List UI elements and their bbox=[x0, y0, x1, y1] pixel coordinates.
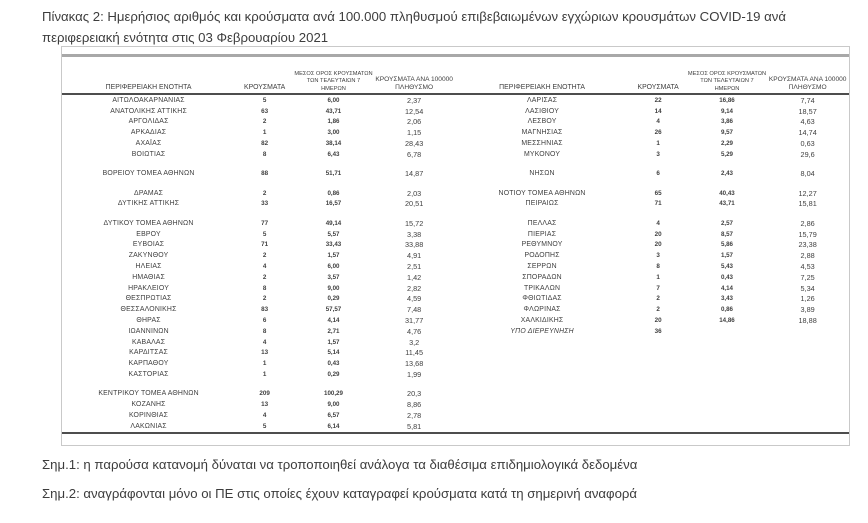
cell-per-100k: 29,6 bbox=[800, 149, 815, 159]
table-row bbox=[62, 272, 456, 283]
cell-7day-average: 0,86 bbox=[720, 306, 733, 314]
cell-cases: 2 bbox=[262, 118, 267, 126]
cell-region: ΘΕΣΠΡΩΤΙΑΣ bbox=[125, 295, 172, 303]
cell-region: ΝΟΤΙΟΥ ΤΟΜΕΑ ΑΘΗΝΩΝ bbox=[498, 189, 586, 197]
cell-per-100k: 4,76 bbox=[407, 326, 422, 336]
cell-per-100k: 31,77 bbox=[405, 316, 424, 326]
table-row bbox=[456, 326, 850, 337]
table-row bbox=[456, 304, 850, 315]
cell-cases: 14 bbox=[654, 107, 662, 115]
cell-cases: 36 bbox=[654, 327, 662, 335]
cell-region: ΔΥΤΙΚΗΣ ΑΤΤΙΚΗΣ bbox=[117, 200, 180, 208]
cell-cases: 20 bbox=[654, 230, 662, 238]
cell-cases: 2 bbox=[262, 273, 267, 281]
cell-cases: 2 bbox=[262, 252, 267, 260]
cell-per-100k: 18,57 bbox=[798, 106, 817, 116]
table-spacer-row bbox=[62, 179, 456, 188]
col-header-per100k-line2: ΠΛΗΘΥΣΜΟ bbox=[788, 84, 827, 92]
table-row bbox=[62, 218, 456, 229]
cell-per-100k: 28,43 bbox=[405, 139, 424, 149]
table-row bbox=[62, 250, 456, 261]
col-header-per100k bbox=[766, 76, 849, 93]
cell-per-100k: 1,99 bbox=[407, 370, 422, 379]
table-row bbox=[62, 127, 456, 138]
cell-cases: 8 bbox=[262, 150, 267, 158]
col-header-region: ΠΕΡΙΦΕΡΕΙΑΚΗ ΕΝΟΤΗΤΑ bbox=[105, 84, 192, 92]
cell-per-100k: 14,87 bbox=[405, 169, 424, 179]
table-row bbox=[456, 149, 850, 160]
cell-region: ΑΡΓΟΛΙΔΑΣ bbox=[128, 118, 169, 126]
cell-cases: 13 bbox=[261, 349, 269, 357]
cell-region: ΚΑΡΔΙΤΣΑΣ bbox=[129, 349, 169, 357]
cell-7day-average: 43,71 bbox=[719, 200, 735, 208]
cell-region: ΗΛΕΙΑΣ bbox=[135, 263, 162, 271]
table-row bbox=[62, 410, 456, 421]
cell-per-100k: 2,86 bbox=[800, 218, 815, 228]
cell-7day-average: 5,14 bbox=[327, 349, 340, 357]
cell-region: ΠΕΙΡΑΙΩΣ bbox=[525, 200, 559, 208]
cell-cases: 82 bbox=[261, 140, 269, 148]
cell-region: ΦΘΙΩΤΙΔΑΣ bbox=[522, 295, 562, 303]
cell-7day-average: 4,14 bbox=[720, 284, 733, 292]
bottom-rule bbox=[62, 432, 849, 434]
cell-per-100k: 20,3 bbox=[407, 389, 422, 399]
cell-7day-average: 3,86 bbox=[720, 118, 733, 126]
cell-cases: 71 bbox=[654, 200, 662, 208]
col-header-avg-line1: ΜΕΣΟΣ ΟΡΟΣ ΚΡΟΥΣΜΑΤΩΝ bbox=[294, 70, 373, 77]
footnote-2: Σημ.2: αναγράφονται μόνο οι ΠΕ στις οποίες έχουν καταγραφεί κρούσματα κατά τη σημερινή αναφορά bbox=[42, 486, 638, 501]
cell-cases: 1 bbox=[262, 360, 267, 368]
cell-region: ΚΕΝΤΡΙΚΟΥ ΤΟΜΕΑ ΑΘΗΝΩΝ bbox=[98, 390, 199, 398]
cell-region: ΗΜΑΘΙΑΣ bbox=[132, 273, 165, 281]
cell-7day-average: 8,57 bbox=[720, 230, 733, 238]
cell-7day-average: 0,86 bbox=[327, 189, 340, 197]
cell-region: ΕΒΡΟΥ bbox=[136, 230, 161, 238]
table-row bbox=[456, 106, 850, 117]
cell-7day-average: 51,71 bbox=[325, 170, 342, 178]
table-row bbox=[62, 337, 456, 348]
cell-7day-average: 49,14 bbox=[325, 219, 342, 227]
cell-per-100k: 2,06 bbox=[407, 117, 422, 127]
cell-per-100k: 18,88 bbox=[798, 316, 817, 326]
cell-7day-average: 2,57 bbox=[720, 219, 733, 227]
cell-region: ΣΠΟΡΑΔΩΝ bbox=[522, 273, 562, 281]
cell-7day-average: 2,43 bbox=[720, 170, 733, 178]
table-row bbox=[456, 188, 850, 199]
cell-cases: 8 bbox=[262, 327, 267, 335]
cell-region: ΘΕΣΣΑΛΟΝΙΚΗΣ bbox=[120, 306, 177, 314]
cell-region: ΖΑΚΥΝΘΟΥ bbox=[128, 252, 169, 260]
cell-cases: 71 bbox=[261, 241, 269, 249]
table-row bbox=[62, 95, 456, 106]
cell-per-100k: 14,74 bbox=[798, 128, 817, 138]
cell-per-100k: 8,86 bbox=[407, 400, 422, 410]
cell-region: ΛΕΣΒΟΥ bbox=[527, 118, 557, 126]
cell-per-100k: 8,04 bbox=[800, 169, 815, 179]
cell-7day-average: 4,14 bbox=[327, 317, 340, 325]
table-row bbox=[62, 240, 456, 251]
cell-region: ΙΩΑΝΝΙΝΩΝ bbox=[128, 327, 169, 335]
table-spacer-row bbox=[62, 380, 456, 389]
table-row bbox=[456, 127, 850, 138]
cell-cases: 20 bbox=[654, 241, 662, 249]
table-row bbox=[456, 240, 850, 251]
table-row bbox=[456, 199, 850, 210]
cell-cases: 88 bbox=[261, 170, 269, 178]
cell-7day-average: 43,71 bbox=[325, 107, 342, 115]
cell-7day-average: 5,29 bbox=[720, 150, 733, 158]
cell-region: ΕΥΒΟΙΑΣ bbox=[132, 241, 165, 249]
col-header-avg-line1: ΜΕΣΟΣ ΟΡΟΣ ΚΡΟΥΣΜΑΤΩΝ bbox=[687, 70, 767, 77]
cell-per-100k: 1,15 bbox=[407, 128, 422, 138]
cell-cases: 13 bbox=[261, 401, 269, 409]
table-spacer-row bbox=[456, 179, 850, 188]
cell-per-100k: 7,25 bbox=[800, 272, 815, 282]
table-row bbox=[62, 389, 456, 400]
cell-7day-average: 3,43 bbox=[720, 295, 733, 303]
cell-7day-average: 9,00 bbox=[327, 401, 340, 409]
cell-7day-average: 57,57 bbox=[325, 306, 342, 314]
cell-7day-average: 6,00 bbox=[327, 263, 340, 271]
table-row bbox=[456, 250, 850, 261]
table-row bbox=[456, 315, 850, 326]
table-row bbox=[62, 117, 456, 128]
cell-7day-average: 1,57 bbox=[327, 338, 340, 346]
cell-7day-average: 0,29 bbox=[327, 295, 340, 303]
table-body bbox=[62, 95, 849, 432]
table-row bbox=[62, 261, 456, 272]
cell-region: ΔΥΤΙΚΟΥ ΤΟΜΕΑ ΑΘΗΝΩΝ bbox=[103, 219, 194, 227]
cell-region: ΥΠΟ ΔΙΕΡΕΥΝΗΣΗ bbox=[510, 327, 574, 335]
table-row bbox=[456, 283, 850, 294]
cell-region: ΚΟΖΑΝΗΣ bbox=[131, 401, 166, 409]
cell-region: ΣΕΡΡΩΝ bbox=[527, 263, 557, 271]
cell-7day-average: 6,43 bbox=[327, 150, 340, 158]
cell-7day-average: 2,71 bbox=[327, 327, 340, 335]
cell-cases: 1 bbox=[656, 140, 660, 148]
cell-per-100k: 4,53 bbox=[800, 262, 815, 272]
cell-cases: 7 bbox=[656, 284, 660, 292]
table-row bbox=[62, 294, 456, 305]
col-header-avg-line2: ΤΩΝ ΤΕΛΕΥΤΑΙΩΝ 7 ΗΜΕΡΩΝ bbox=[306, 78, 361, 92]
cell-cases: 4 bbox=[262, 263, 267, 271]
cell-7day-average: 5,86 bbox=[720, 241, 733, 249]
cell-cases: 209 bbox=[259, 390, 270, 398]
col-header-cases: ΚΡΟΥΣΜΑΤΑ bbox=[637, 84, 679, 92]
cell-per-100k: 1,26 bbox=[800, 294, 815, 304]
table-header-row bbox=[62, 57, 849, 93]
table-row bbox=[456, 261, 850, 272]
cell-cases: 8 bbox=[262, 284, 267, 292]
cell-region: ΔΡΑΜΑΣ bbox=[134, 189, 164, 197]
cell-region: ΧΑΛΚΙΔΙΚΗΣ bbox=[520, 317, 564, 325]
cell-per-100k: 2,88 bbox=[800, 251, 815, 261]
cell-7day-average: 5,57 bbox=[327, 230, 340, 238]
col-header-avg bbox=[688, 71, 767, 93]
cell-7day-average: 3,57 bbox=[327, 273, 340, 281]
table-row bbox=[62, 326, 456, 337]
page-title: Πίνακας 2: Ημερήσιος αριθμός και κρούσματα ανά 100.000 πληθυσμού επιβεβαιωμένων εγχώριων κρουσμάτων COVID-19 ανά περιφερειακή ενότητα στις 03 Φεβρουαρίου 2021 bbox=[42, 9, 786, 45]
cell-7day-average: 9,57 bbox=[720, 129, 733, 137]
right-table-rows bbox=[456, 95, 850, 432]
cell-region: ΚΑΒΑΛΑΣ bbox=[131, 338, 166, 346]
cell-region: ΑΧΑΪΑΣ bbox=[135, 140, 162, 148]
cell-per-100k: 2,82 bbox=[407, 283, 422, 293]
cell-per-100k: 15,81 bbox=[798, 199, 817, 209]
left-table-rows bbox=[62, 95, 456, 432]
cell-cases: 5 bbox=[262, 230, 267, 238]
cell-cases: 1 bbox=[656, 273, 660, 281]
table-spacer-row bbox=[456, 160, 850, 169]
cell-region: ΤΡΙΚΑΛΩΝ bbox=[523, 284, 561, 292]
cell-per-100k: 2,51 bbox=[407, 262, 422, 272]
cell-cases: 83 bbox=[261, 306, 269, 314]
cell-cases: 77 bbox=[261, 219, 269, 227]
cell-7day-average: 3,00 bbox=[327, 129, 340, 137]
cell-region: ΛΑΚΩΝΙΑΣ bbox=[130, 422, 167, 430]
table-row bbox=[62, 315, 456, 326]
cell-7day-average: 2,29 bbox=[720, 140, 733, 148]
table-frame bbox=[61, 46, 850, 446]
cell-cases: 3 bbox=[656, 150, 660, 158]
table-row bbox=[456, 294, 850, 305]
table-row bbox=[62, 106, 456, 117]
cell-cases: 63 bbox=[261, 107, 269, 115]
table-row bbox=[456, 218, 850, 229]
cell-region: ΜΥΚΟΝΟΥ bbox=[523, 150, 561, 158]
cell-per-100k: 23,38 bbox=[798, 240, 817, 250]
cell-region: ΚΑΣΤΟΡΙΑΣ bbox=[128, 371, 169, 378]
cell-per-100k: 4,63 bbox=[800, 117, 815, 127]
cell-per-100k: 7,74 bbox=[800, 95, 815, 105]
cell-cases: 3 bbox=[656, 252, 660, 260]
cell-per-100k: 5,34 bbox=[800, 283, 815, 293]
cell-region: ΚΟΡΙΝΘΙΑΣ bbox=[128, 411, 169, 419]
cell-cases: 2 bbox=[656, 295, 660, 303]
table-row bbox=[62, 149, 456, 160]
cell-cases: 65 bbox=[654, 189, 662, 197]
cell-region: ΑΝΑΤΟΛΙΚΗΣ ΑΤΤΙΚΗΣ bbox=[110, 107, 187, 115]
cell-region: ΦΛΩΡΙΝΑΣ bbox=[523, 306, 561, 314]
cell-7day-average: 9,00 bbox=[327, 284, 340, 292]
cell-7day-average: 38,14 bbox=[325, 140, 342, 148]
cell-per-100k: 12,54 bbox=[405, 106, 424, 116]
right-table-header bbox=[456, 71, 850, 93]
cell-per-100k: 4,91 bbox=[407, 251, 422, 261]
cell-region: ΜΑΓΝΗΣΙΑΣ bbox=[521, 129, 563, 137]
cell-cases: 5 bbox=[262, 96, 267, 104]
cell-7day-average: 1,57 bbox=[327, 252, 340, 260]
col-header-cases: ΚΡΟΥΣΜΑΤΑ bbox=[243, 84, 286, 92]
table-row bbox=[456, 117, 850, 128]
cell-region: ΛΑΡΙΣΑΣ bbox=[526, 96, 558, 104]
table-spacer-row bbox=[62, 209, 456, 218]
col-header-per100k-line1: ΚΡΟΥΣΜΑΤΑ ΑΝΑ 100000 bbox=[768, 75, 847, 83]
cell-region: ΑΙΤΩΛΟΑΚΑΡΝΑΝΙΑΣ bbox=[112, 96, 185, 104]
table-row bbox=[62, 229, 456, 240]
cell-per-100k: 2,78 bbox=[407, 410, 422, 420]
cell-7day-average: 16,86 bbox=[719, 96, 735, 104]
col-header-avg-line2: ΤΩΝ ΤΕΛΕΥΤΑΙΩΝ 7 ΗΜΕΡΩΝ bbox=[700, 78, 754, 92]
cell-per-100k: 12,27 bbox=[798, 188, 817, 198]
cell-cases: 6 bbox=[656, 170, 660, 178]
cell-7day-average: 1,57 bbox=[720, 252, 733, 260]
cell-region: ΘΗΡΑΣ bbox=[136, 317, 161, 325]
table-row bbox=[62, 369, 456, 380]
cell-cases: 2 bbox=[262, 295, 267, 303]
col-header-per100k-line1: ΚΡΟΥΣΜΑΤΑ ΑΝΑ 100000 bbox=[375, 75, 453, 83]
cell-7day-average: 9,14 bbox=[720, 107, 733, 115]
col-header-region: ΠΕΡΙΦΕΡΕΙΑΚΗ ΕΝΟΤΗΤΑ bbox=[499, 84, 585, 92]
table-row bbox=[456, 168, 850, 179]
cell-per-100k: 6,78 bbox=[407, 149, 422, 159]
cell-per-100k: 1,42 bbox=[407, 272, 422, 282]
table-row bbox=[62, 304, 456, 315]
table-row bbox=[62, 348, 456, 359]
cell-cases: 8 bbox=[656, 263, 660, 271]
cell-per-100k: 15,72 bbox=[405, 218, 424, 228]
cell-region: ΗΡΑΚΛΕΙΟΥ bbox=[128, 284, 170, 292]
cell-per-100k: 7,48 bbox=[407, 305, 422, 315]
left-table-header bbox=[62, 71, 456, 93]
col-header-per100k bbox=[373, 76, 456, 93]
cell-per-100k: 13,68 bbox=[405, 359, 424, 369]
cell-region: ΜΕΣΣΗΝΙΑΣ bbox=[521, 140, 563, 148]
cell-per-100k: 33,88 bbox=[405, 240, 424, 250]
cell-7day-average: 33,43 bbox=[325, 241, 342, 249]
cell-7day-average: 6,14 bbox=[327, 422, 340, 430]
table-row bbox=[62, 399, 456, 410]
col-header-per100k-line2: ΠΛΗΘΥΣΜΟ bbox=[395, 84, 434, 92]
cell-7day-average: 0,29 bbox=[327, 371, 340, 378]
table-row bbox=[456, 229, 850, 240]
table-row bbox=[62, 358, 456, 369]
cell-cases: 5 bbox=[262, 422, 267, 430]
cell-region: ΝΗΣΩΝ bbox=[529, 170, 555, 178]
table-row bbox=[62, 138, 456, 149]
cell-region: ΒΟΡΕΙΟΥ ΤΟΜΕΑ ΑΘΗΝΩΝ bbox=[102, 170, 195, 178]
cell-per-100k: 4,59 bbox=[407, 294, 422, 304]
cell-cases: 4 bbox=[656, 219, 660, 227]
cell-per-100k: 11,45 bbox=[405, 348, 423, 358]
table-spacer-row bbox=[62, 160, 456, 169]
cell-7day-average: 6,57 bbox=[327, 411, 340, 419]
cell-per-100k: 2,37 bbox=[407, 95, 422, 105]
cell-cases: 6 bbox=[262, 317, 267, 325]
cell-7day-average: 5,43 bbox=[720, 263, 733, 271]
cell-region: ΒΟΙΩΤΙΑΣ bbox=[131, 150, 166, 158]
cell-7day-average: 100,29 bbox=[324, 390, 343, 398]
cell-cases: 22 bbox=[654, 96, 662, 104]
cell-region: ΡΟΔΟΠΗΣ bbox=[524, 252, 560, 260]
cell-7day-average: 0,43 bbox=[720, 273, 733, 281]
table-row bbox=[62, 421, 456, 432]
cell-region: ΡΕΘΥΜΝΟΥ bbox=[521, 241, 563, 249]
table-row bbox=[62, 283, 456, 294]
col-header-avg bbox=[294, 71, 373, 93]
table-row bbox=[62, 168, 456, 179]
table-spacer-row bbox=[456, 209, 850, 218]
table-row bbox=[456, 272, 850, 283]
cell-cases: 33 bbox=[261, 200, 269, 208]
cell-cases: 2 bbox=[656, 306, 660, 314]
footnote-1: Σημ.1: η παρούσα κατανομή δύναται να τροποποιηθεί ανάλογα τα διαθέσιμα επιδημιολογικά δεδομένα bbox=[42, 457, 638, 472]
table-row bbox=[456, 95, 850, 106]
cell-cases: 26 bbox=[654, 129, 662, 137]
cell-cases: 4 bbox=[262, 338, 267, 346]
cell-7day-average: 6,00 bbox=[327, 96, 340, 104]
cell-region: ΠΙΕΡΙΑΣ bbox=[527, 230, 557, 238]
cell-region: ΠΕΛΛΑΣ bbox=[527, 219, 557, 227]
table-row bbox=[62, 199, 456, 210]
cell-cases: 4 bbox=[656, 118, 660, 126]
cell-cases: 4 bbox=[262, 411, 267, 419]
cell-per-100k: 20,51 bbox=[405, 199, 424, 209]
cell-7day-average: 1,86 bbox=[327, 118, 340, 126]
cell-cases: 20 bbox=[654, 317, 662, 325]
cell-region: ΛΑΣΙΘΙΟΥ bbox=[525, 107, 560, 115]
cell-per-100k: 5,81 bbox=[407, 421, 422, 431]
cell-region: ΚΑΡΠΑΘΟΥ bbox=[128, 360, 169, 368]
table-row bbox=[456, 138, 850, 149]
table-row bbox=[62, 188, 456, 199]
cell-region: ΑΡΚΑΔΙΑΣ bbox=[130, 129, 167, 137]
cell-per-100k: 3,2 bbox=[409, 337, 420, 347]
cell-cases: 2 bbox=[262, 189, 267, 197]
cell-7day-average: 0,43 bbox=[327, 360, 340, 368]
cell-per-100k: 3,38 bbox=[407, 229, 422, 239]
cell-7day-average: 16,57 bbox=[325, 200, 342, 208]
cell-per-100k: 0,63 bbox=[800, 139, 815, 149]
cell-per-100k: 15,79 bbox=[798, 229, 817, 239]
cell-per-100k: 2,03 bbox=[407, 188, 422, 198]
cell-7day-average: 14,86 bbox=[719, 317, 735, 325]
cell-cases: 1 bbox=[262, 371, 267, 378]
cell-per-100k: 3,89 bbox=[800, 305, 815, 315]
cell-7day-average: 40,43 bbox=[719, 189, 735, 197]
cell-cases: 1 bbox=[262, 129, 267, 137]
